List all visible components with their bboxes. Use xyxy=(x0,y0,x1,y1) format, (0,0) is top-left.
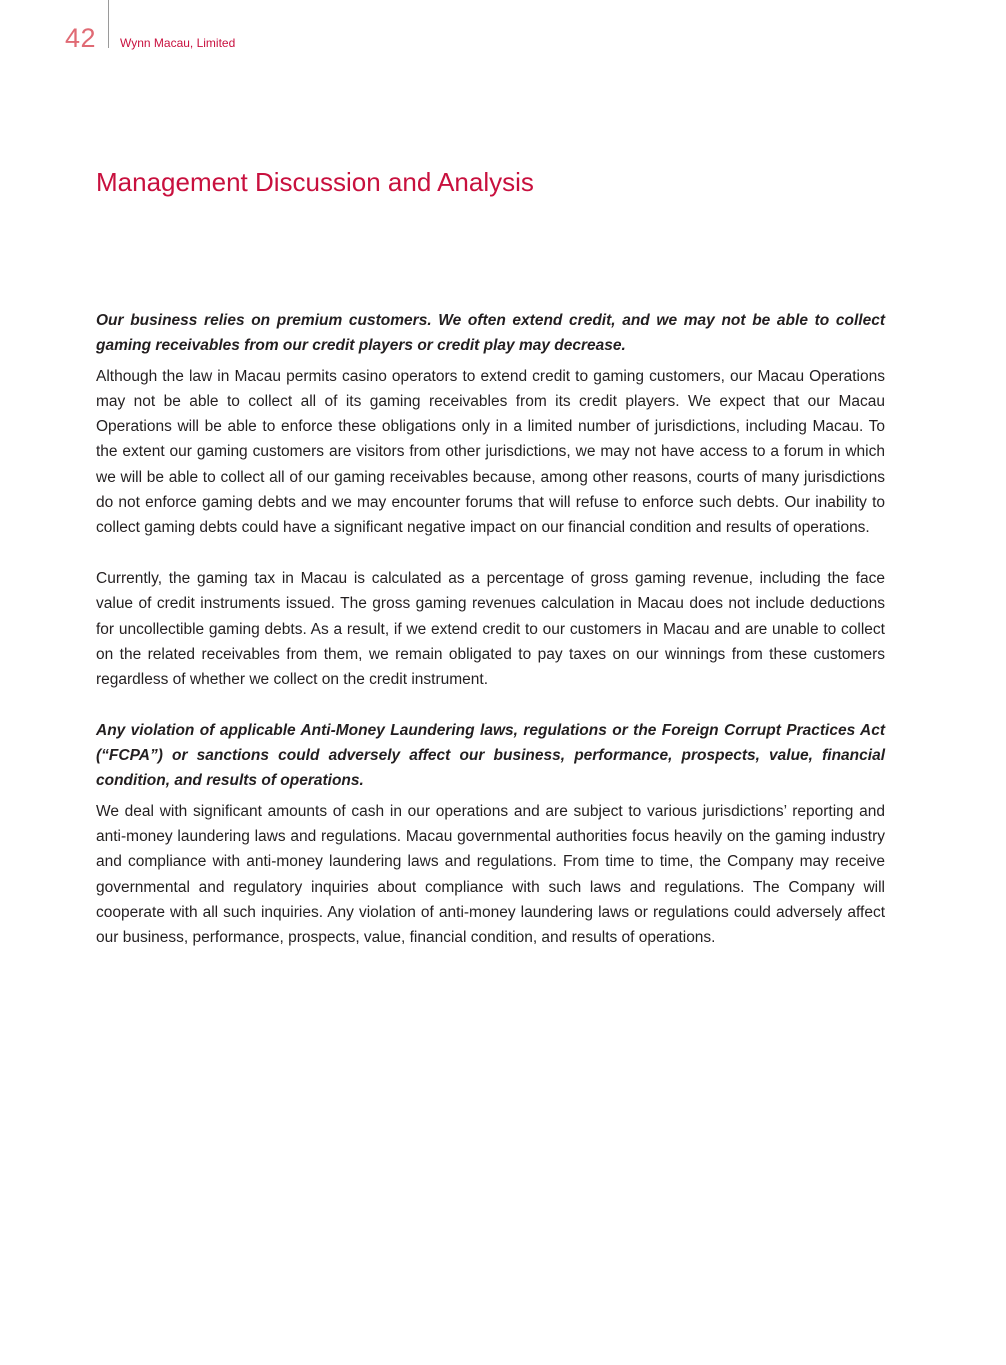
header-divider xyxy=(108,0,109,48)
paragraph-gaming-tax: Currently, the gaming tax in Macau is calculated as a percentage of gross gaming revenue, including the face value of credit instruments issued. The gross gaming revenues calculation in Macau does not include deductions for uncollectible gaming debts. As a result, if we extend credit to our customers in Macau and are unable to collect on the related receivables from them, we remain obligated to pay taxes on our winnings from these customers regardless of whether we collect on the credit instrument. xyxy=(96,569,885,689)
page-header xyxy=(0,0,1006,60)
body-content xyxy=(96,308,885,950)
risk-heading-aml: Any violation of applicable Anti-Money Laundering laws, regulations or the Foreign Corrupt Practices Act (“FCPA”) or sanctions could adversely affect our business, performance, prospects, value, financial condition, and results of operations. xyxy=(96,721,885,790)
paragraph-aml: We deal with significant amounts of cash in our operations and are subject to various jurisdictions’ reporting and anti-money laundering laws and regulations. Macau governmental authorities focus heavily on the gaming industry and compliance with anti-money laundering laws and regulations. From time to time, the Company may receive governmental and regulatory inquiries about compliance with such laws and regulations. The Company will cooperate with all such inquiries. Any violation of anti-money laundering laws or regulations could adversely affect our business, performance, prospects, value, financial condition, and results of operations. xyxy=(96,802,885,947)
risk-heading-credit: Our business relies on premium customers. We often extend credit, and we may not be able to collect gaming receivables from our credit players or credit play may decrease. xyxy=(96,312,885,355)
page-number: 42 xyxy=(65,23,97,53)
section-title: Management Discussion and Analysis xyxy=(96,167,534,197)
paragraph-credit-collection: Although the law in Macau permits casino operators to extend credit to gaming customers, our Macau Operations may not be able to collect all of its gaming receivables from its credit players. We expect that our Macau Operations will be able to enforce these obligations only in a limited number of jurisdictions, including Macau. To the extent our gaming customers are visitors from other jurisdictions, we may not have access to a forum in which we will be able to collect all of our gaming receivables because, among other reasons, courts of many jurisdictions do not enforce gaming debts and we may encounter forums that will refuse to enforce such debts. Our inability to collect gaming debts could have a significant negative impact on our financial condition and results of operations. xyxy=(96,367,885,537)
company-name: Wynn Macau, Limited xyxy=(120,36,236,50)
